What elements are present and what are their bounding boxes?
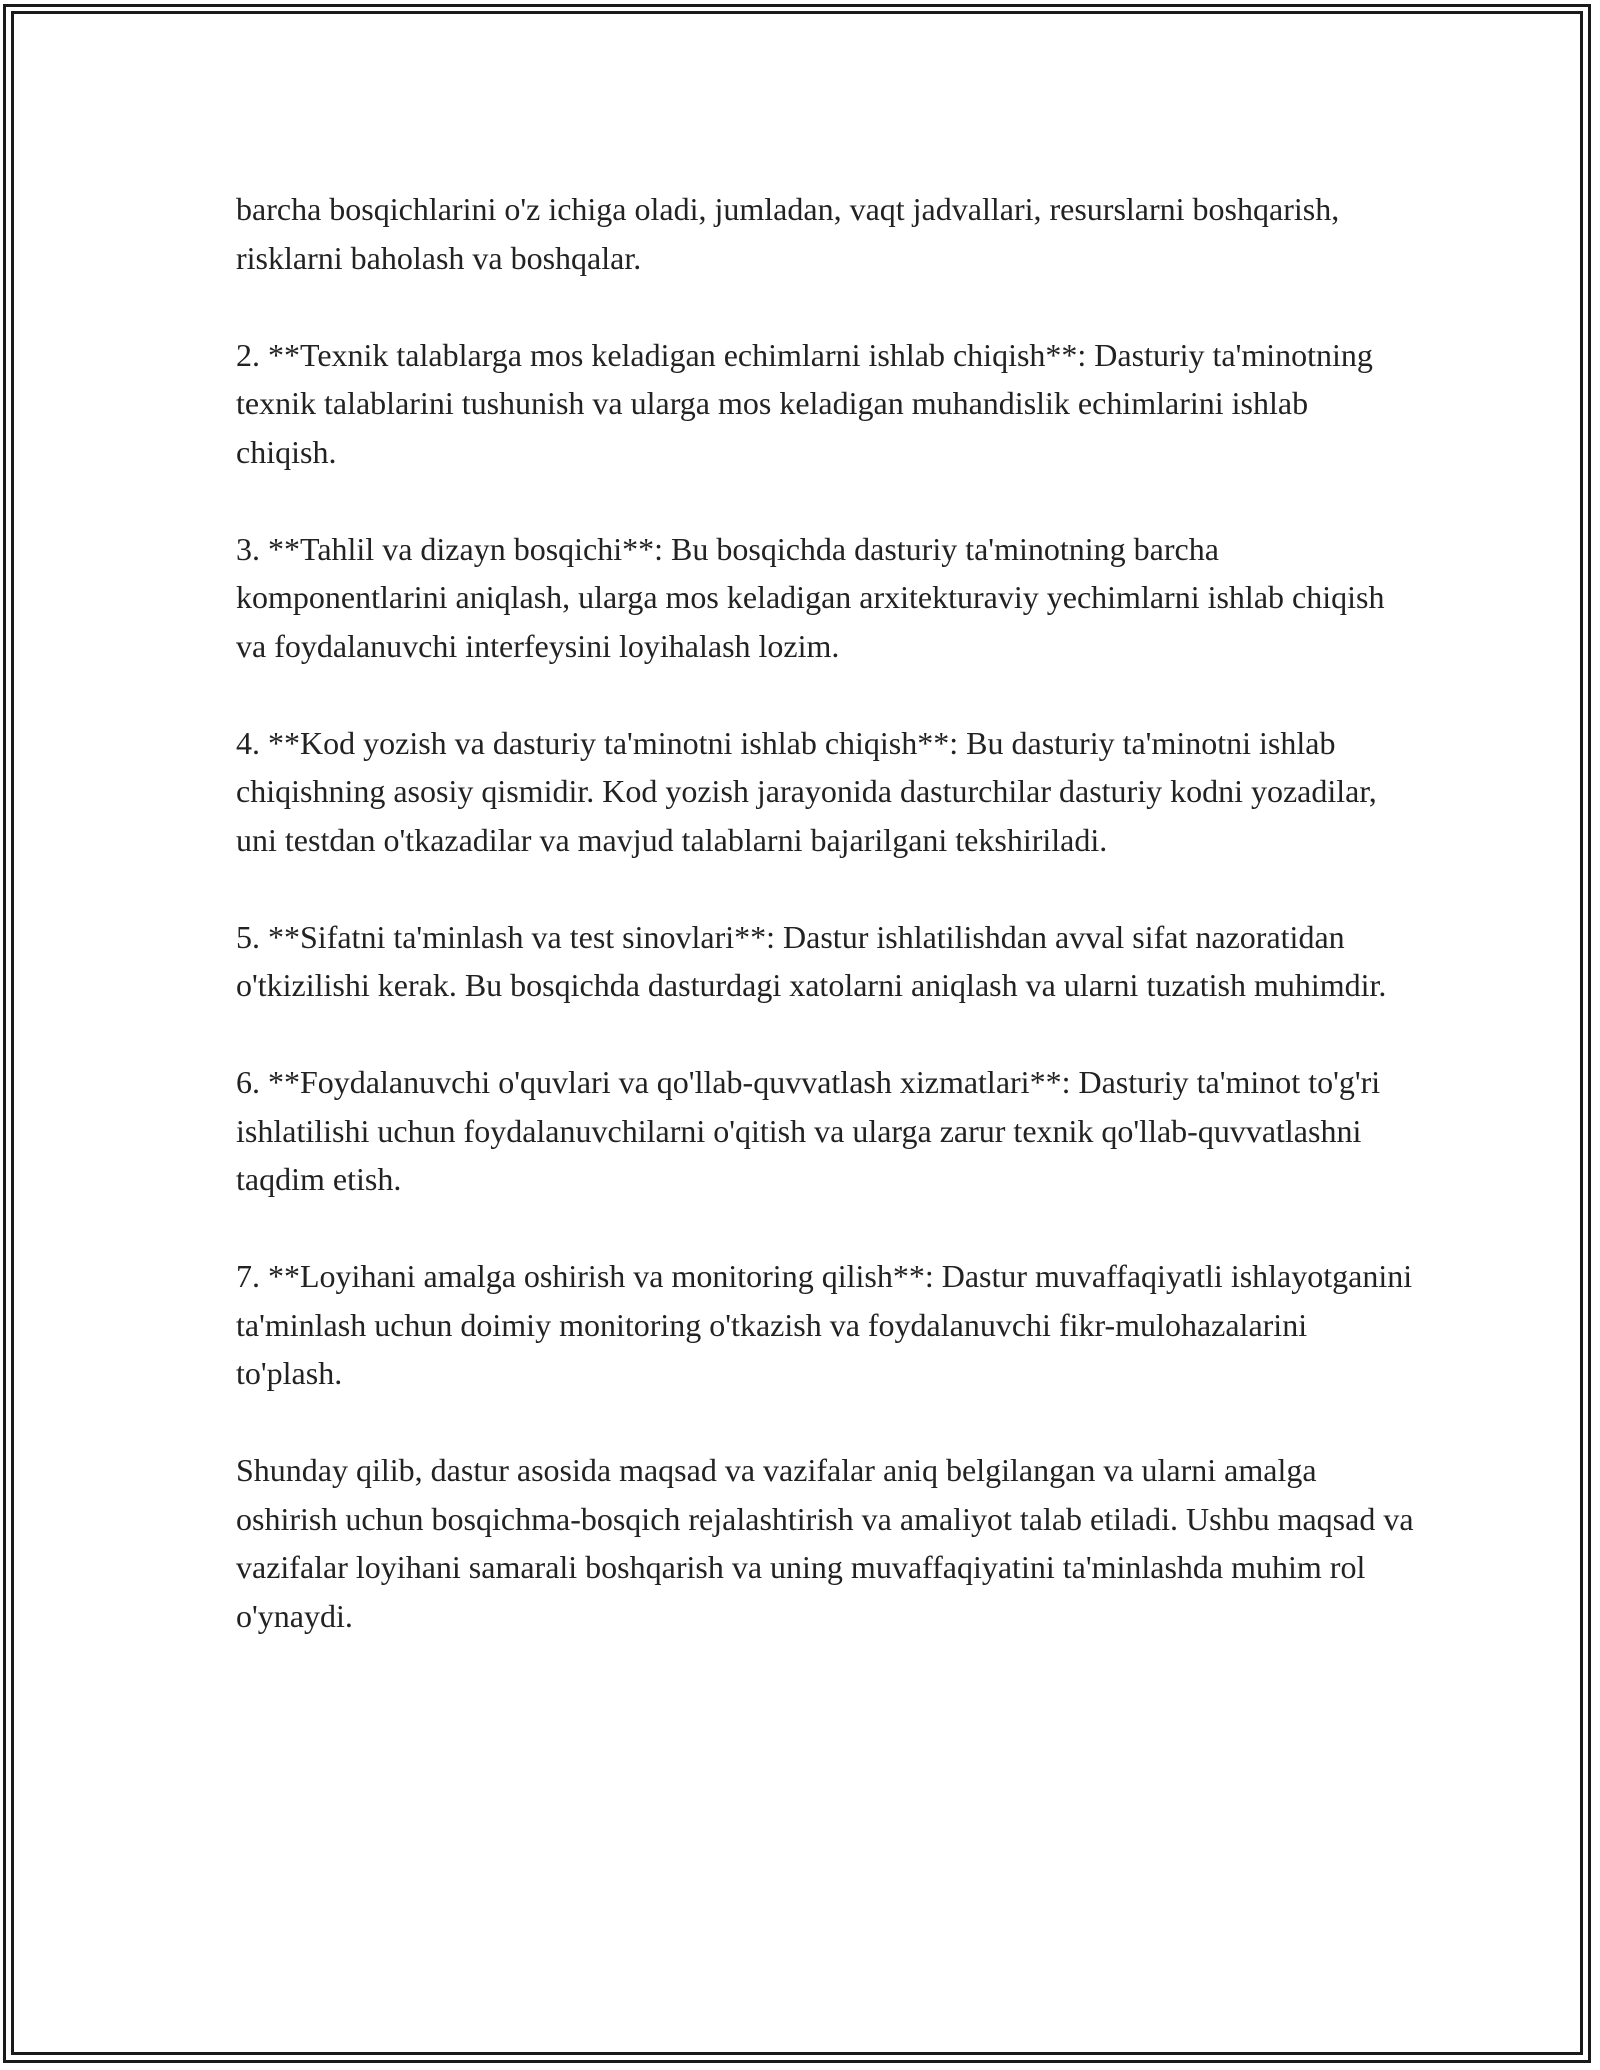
paragraph-item-6: 6. **Foydalanuvchi o'quvlari va qo'llab-quvvatlash xizmatlari**: Dasturiy ta'minot to'g'ri ishlatilishi uchun foydalanuvchilarni o'qitish va ularga zarur texnik qo'llab-quvvatlashni taqdim etish. <box>236 1064 1381 1197</box>
paragraph-item-7: 7. **Loyihani amalga oshirish va monitoring qilish**: Dastur muvaffaqiyatli ishlayotganini ta'minlash uchun doimiy monitoring o'tkazish va foydalanuvchi fikr-mulohazalarini to'plash. <box>236 1258 1413 1391</box>
paragraph-conclusion: Shunday qilib, dastur asosida maqsad va vazifalar aniq belgilangan va ularni amalga oshirish uchun bosqichma-bosqich rejalashtirish va amaliyot talab etiladi. Ushbu maqsad va vazifalar loyihani samarali boshqarish va uning muvaffaqiyatini ta'minlashda muhim rol o'ynaydi. <box>236 1452 1414 1634</box>
paragraph-continuation: barcha bosqichlarini o'z ichiga oladi, jumladan, vaqt jadvallari, resurslarni boshqarish, risklarni baholash va boshqalar. <box>236 191 1340 276</box>
paragraph-item-3: 3. **Tahlil va dizayn bosqichi**: Bu bosqichda dasturiy ta'minotning barcha komponentlarini aniqlash, ularga mos keladigan arxitekturaviy yechimlarni ishlab chiqish va foydalanuvchi interfeysini loyihalash lozim. <box>236 530 1385 664</box>
paragraph-item-2: 2. **Texnik talablarga mos keladigan echimlarni ishlab chiqish**: Dasturiy ta'minotning texnik talablarini tushunish va ularga mos keladigan muhandislik echimlarini ishlab chiqish. <box>236 336 1373 470</box>
paragraph-item-5: 5. **Sifatni ta'minlash va test sinovlari**: Dastur ishlatilishdan avval sifat nazoratidan o'tkizilishi kerak. Bu bosqichda dasturdagi xatolarni aniqlash va ularni tuzatish muhimdir. <box>236 918 1387 1003</box>
paragraph-item-4: 4. **Kod yozish va dasturiy ta'minotni ishlab chiqish**: Bu dasturiy ta'minotni ishlab chiqishning asosiy qismidir. Kod yozish jarayonida dasturchilar dasturiy kodni yozadilar, uni testdan o'tkazadilar va mavjud talablarni bajarilgani tekshiriladi. <box>236 724 1377 858</box>
document-body <box>236 185 1416 1689</box>
